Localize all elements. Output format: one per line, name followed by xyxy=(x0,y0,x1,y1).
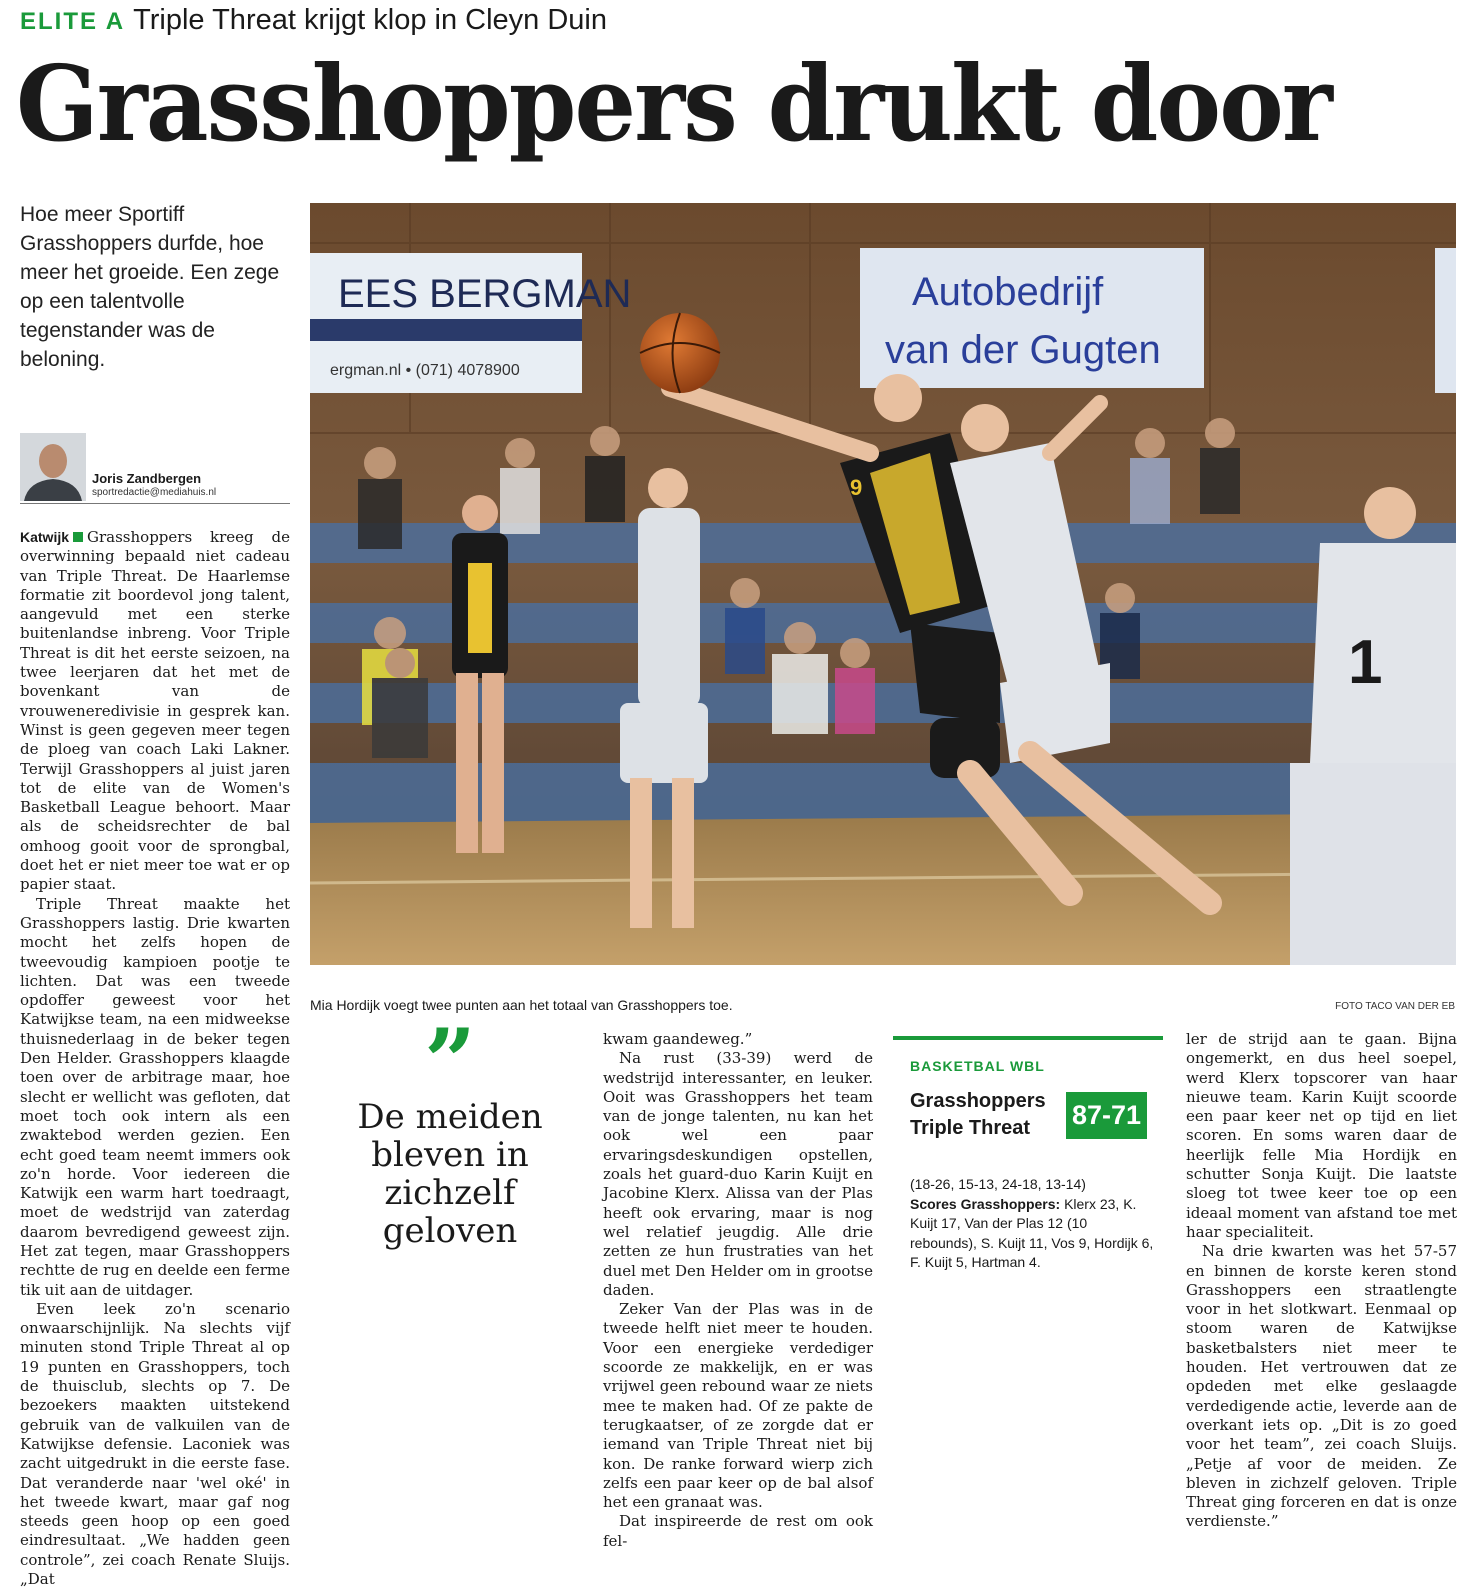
dateline: Katwijk xyxy=(20,529,70,545)
byline xyxy=(20,433,290,504)
author-email[interactable]: sportredactie@mediahuis.nl xyxy=(92,487,217,498)
banner-right-line2: van der Gugten xyxy=(885,328,1161,372)
team-home: Grasshoppers xyxy=(910,1090,1046,1112)
pull-quote-text: De meiden bleven in zichzelf geloven xyxy=(357,1097,543,1251)
jersey-number-1: 1 xyxy=(1348,628,1383,697)
jersey-number-9: 9 xyxy=(850,475,863,500)
final-score-badge: 87-71 xyxy=(1066,1092,1147,1139)
body-paragraph: kwam gaandeweg.” xyxy=(603,1030,753,1048)
banner-left-text: EES BERGMAN xyxy=(338,272,632,316)
body-paragraph: Triple Threat maakte het Grasshoppers lastig. Drie kwarten mocht het zelfs hopen de tweevoudig kampioen pootje te lichten. Dat was een tweede opdoffer geweest voor het Katwijkse team, na een midweekse thuisnederlaag in de beker tegen Den Helder. Grasshoppers klaagde toen over de arbitrage maar, hoe slecht er wellicht was gefloten, dat moet toch ook intern als een zwaktebod werden gezien. Een echt goed team neemt immers ook zo'n horde. Voor iedereen die Katwijk een warm hart toedraagt, moet de wedstrijd van zaterdag daarom bevredigend geweest zijn. Het zat tegen, maar Grasshoppers rechtte de rug en deelde een ferme tik uit aan de uitdager. xyxy=(20,894,290,1299)
article-photo xyxy=(310,203,1456,965)
body-column-4 xyxy=(1186,1030,1457,1531)
kicker-text: Triple Threat krijgt klop in Cleyn Duin xyxy=(133,4,607,36)
body-paragraph: Na drie kwarten was het 57-57 en binnen de korste keren stond Grasshoppers een straatlengte voor in het slotkwart. Eenmaal op stoom waren de Katwijkse basketbalsters niet meer te houden. Het vertrouwen dat ze opdeden met elke geslaagde verdedigende actie, leverde aan de overkant iets op. „Dit is zo goed voor het team”, zei coach Sluijs. „Petje af voor de meiden. Ze bleven in zichzelf geloven. Triple Threat ging forceren en dat is onze verdienste.” xyxy=(1186,1242,1457,1531)
body-paragraph: Na rust (33-39) werd de wedstrijd interessanter, en leuker. Ooit was Grasshoppers het team van de jonge talenten, nu kan het ook wel een paar ervaringsdeskundigen opstellen, zoals het guard-duo Karin Kuijt en Jacobine Klerx. Alissa van der Plas heeft ook ervaring, maar is nog wel relatief jeugdig. Alle drie zetten ze hun frustraties van het duel met Den Helder om in grootse daden. xyxy=(603,1049,873,1299)
photo-credit: FOTO TACO VAN DER EB xyxy=(1335,1001,1455,1012)
pull-quote xyxy=(340,1009,560,1251)
body-paragraph: Dat inspireerde de rest om ook fel- xyxy=(603,1512,873,1550)
photo-caption: Mia Hordijk voegt twee punten aan het totaal van Grasshoppers toe. xyxy=(310,997,733,1013)
scorebox-teams xyxy=(910,1088,1046,1142)
banner-left-subtext: ergman.nl • (071) 4078900 xyxy=(330,362,520,379)
basketball xyxy=(640,313,720,393)
body-paragraph: Even leek zo'n scenario onwaarschijnlijk. Na slechts vijf minuten stond Triple Threat al op 19 punten en Grasshoppers, toch de thuisclub, slechts op 7. De bezoekers maakten uitstekend gebruik van de valkuilen van de Katwijkse defensie. Laconiek was zacht uitgedrukt in die eerste fase. Dat veranderde naar 'wel oké' in het tweede kwart, maar gaf nog steeds geen hoop op een goed eindresultaat. „We hadden geen controle”, zei coach Renate Sluijs. „Dat xyxy=(20,1299,290,1589)
headline: Grasshoppers drukt door xyxy=(16,42,1331,165)
author-name: Joris Zandbergen xyxy=(92,471,202,486)
lead-paragraph: Hoe meer Sportiff Grasshoppers durfde, hoe meer het groeide. Een zege op een talentvolle tegenstander was de beloning. xyxy=(20,203,280,371)
scorers-label: Scores Grasshoppers: xyxy=(910,1195,1061,1212)
quote-mark-icon: ” xyxy=(424,1009,476,1115)
scorebox-kicker: BASKETBAL WBL xyxy=(910,1058,1045,1074)
body-paragraph: ler de strijd aan te gaan. Bijna ongemerkt, en dus heel soepel, werd Klerx topscorer van haar nieuwe team. Karin Kuijt scoorde een paar keer net op tijd en liet scoren. En soms waren daar de heerlijk felle Mia Hordijk en schutter Sonja Kuijt. Die laatste sloeg tot twee keer toe op een ideaal moment van afstand toe met haar specialiteit. xyxy=(1186,1030,1457,1241)
scorebox xyxy=(893,1036,1163,1271)
dateline-square-icon xyxy=(73,532,83,542)
body-paragraph: Grasshoppers kreeg de overwinning bepaald niet cadeau van Triple Threat. De Haarlemse formatie zit boordevol jong talent, aangevuld met een sterke buitenlandse inbreng. Voor Triple Threat is dit het eerste seizoen, na twee leerjaren dat het met de bovenkant van de vrouweneredivisie in gesprek kan. Winst is geen gegeven meer tegen de ploeg van coach Laki Lakner. Terwijl Grasshoppers al juist jaren tot de elite van de Women's Basketball League behoort. Maar als de scheidsrechter de bal omhoog gooit voor de sprongbal, doet het er niet meer toe wat er op papier staat. xyxy=(20,528,290,894)
team-away: Triple Threat xyxy=(910,1117,1031,1139)
scorers-list: Klerx 23, K. Kuijt 17, Van der Plas 12 (10 rebounds), S. Kuijt 11, Vos 9, Hordijk 6, F. Kuijt 5, Hartman 4. xyxy=(910,1195,1154,1271)
kicker xyxy=(20,4,607,37)
banner-right-line1: Autobedrijf xyxy=(912,270,1104,314)
body-column-2 xyxy=(603,1030,873,1550)
scorebox-details xyxy=(910,1175,1155,1273)
quarter-scores: (18-26, 15-13, 24-18, 13-14) xyxy=(910,1176,1086,1192)
section-label: ELITE A xyxy=(20,8,126,35)
body-column-1 xyxy=(20,528,290,1589)
body-paragraph: Zeker Van der Plas was in de tweede helft niet meer te houden. Voor een energieke verdediger scoorde ze makkelijk, en er was vrijwel geen rebound waar ze niets mee te maken had. Of ze pakte de terugkaatser, of ze zorgde dat er iemand van Triple Threat niet bij kon. De ranke forward wierp zich zelfs een paar keer op de bal alsof het een granaat was. xyxy=(603,1300,873,1512)
author-avatar xyxy=(20,433,86,501)
